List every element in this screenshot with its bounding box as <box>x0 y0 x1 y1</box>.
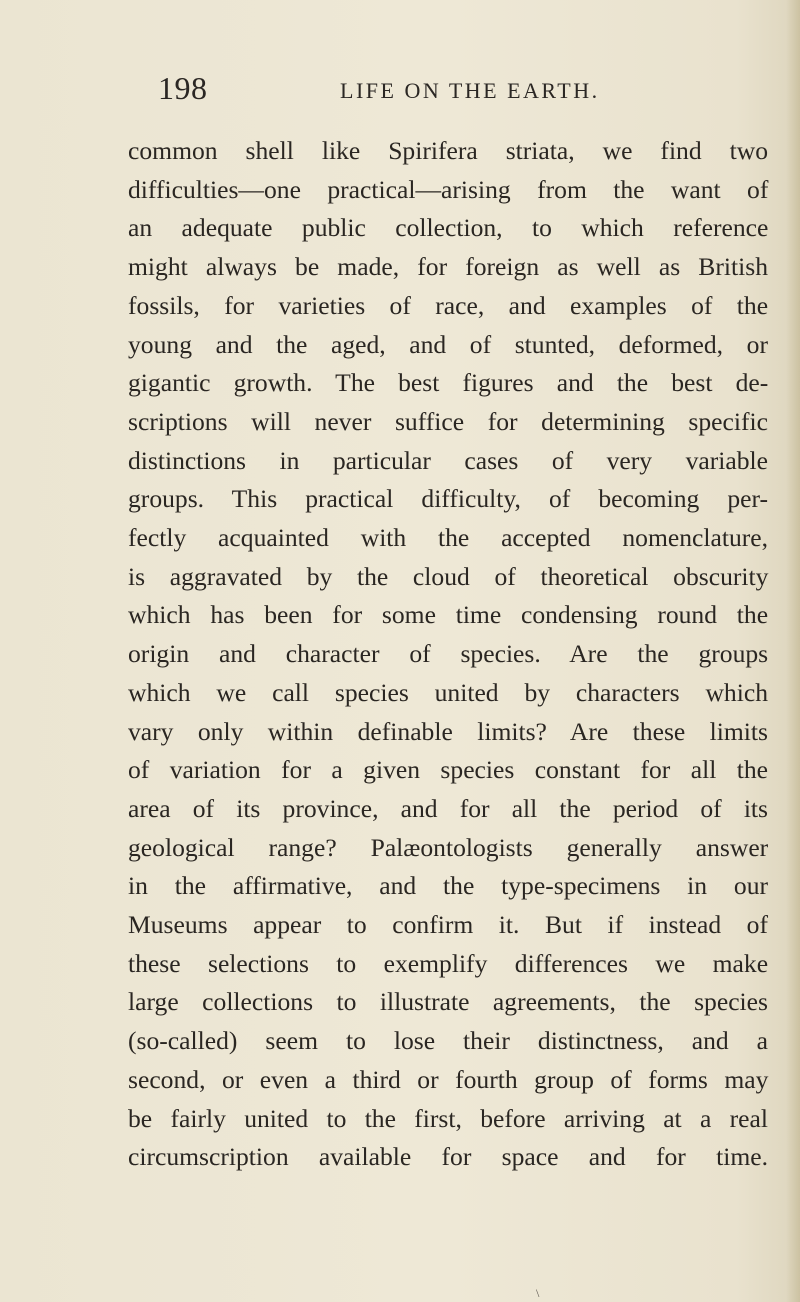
text-line: in the affirmative, and the type-specimens in our <box>128 871 769 901</box>
running-head: LIFE ON THE EARTH. <box>340 78 600 103</box>
text-line: fectly acquainted with the accepted nomenclature, <box>128 523 769 553</box>
text-line: common shell like Spirifera striata, we find two <box>128 136 769 165</box>
text-line: (so-called) seem to lose their distinctness, and a <box>128 1026 768 1056</box>
text-line: scriptions will never suffice for determining specific <box>128 406 768 436</box>
text-line: fossils, for varieties of race, and examples of the <box>128 290 769 320</box>
text-line: might always be made, for foreign as well as British <box>128 252 768 282</box>
stray-mark: \ <box>536 1286 540 1300</box>
page-header <box>158 70 758 114</box>
text-line: is aggravated by the cloud of theoretical obscurity <box>128 561 769 591</box>
text-line: second, or even a third or fourth group of forms may <box>128 1064 769 1094</box>
page-number: 198 <box>158 70 208 106</box>
body-paragraph <box>128 132 768 1177</box>
page-edge-shadow <box>786 0 800 1302</box>
text-line: gigantic growth. The best figures and the best de- <box>128 368 769 398</box>
text-line: which we call species united by characters which <box>128 677 768 707</box>
text-line: Museums appear to confirm it. But if instead of <box>128 910 768 940</box>
text-line: vary only within definable limits? Are these limits <box>128 716 768 746</box>
text-line: circumscription available for space and for time. <box>128 1142 768 1172</box>
text-line: difficulties—one practical—arising from the want of <box>128 174 769 204</box>
text-line: origin and character of species. Are the groups <box>128 639 769 669</box>
text-line: these selections to exemplify differences we make <box>128 948 769 978</box>
text-line: of variation for a given species constant for all the <box>128 755 768 785</box>
text-line: an adequate public collection, to which reference <box>128 213 769 243</box>
text-line: area of its province, and for all the period of its <box>128 793 768 823</box>
text-line: large collections to illustrate agreements, the species <box>128 987 768 1017</box>
text-line: which has been for some time condensing round the <box>128 600 769 630</box>
text-line: groups. This practical difficulty, of becoming per- <box>128 484 769 514</box>
text-line: distinctions in particular cases of very variable <box>128 445 768 475</box>
text-line: geological range? Palæontologists generally answer <box>128 832 769 862</box>
text-line: young and the aged, and of stunted, deformed, or <box>128 329 768 359</box>
text-line: be fairly united to the first, before arriving at a real <box>128 1103 768 1133</box>
